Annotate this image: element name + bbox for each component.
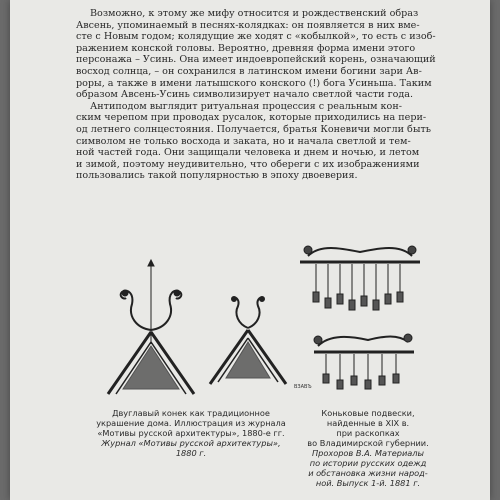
caption-source: и обстановка жизни народ- <box>308 468 428 478</box>
pendant-2-chains <box>323 354 399 389</box>
caption-line: при раскопках <box>336 428 400 438</box>
text-line: роры, а также в имени латышского конского (!) бога Усиньша. Таким <box>76 77 432 89</box>
text-line: и зимой, поэтому неудивительно, что обереги с их изображениями <box>76 158 420 170</box>
caption-line: найденные в XIX в. <box>326 418 410 428</box>
finial-tip <box>148 260 154 266</box>
caption-source: Журнал «Мотивы русской архитектуры», <box>101 438 281 448</box>
horse-pendants-illustration <box>290 234 430 414</box>
caption-source: 1880 г. <box>175 448 207 458</box>
pendant-1-body <box>308 248 412 256</box>
caption-line: украшение дома. Иллюстрация из журнала <box>96 418 286 428</box>
roof-horse-illustration <box>98 234 312 404</box>
horse-head-left-2 <box>232 297 248 328</box>
caption-line: Коньковые подвески, <box>321 408 415 418</box>
text-line: ражением конской головы. Вероятно, древняя форма имени этого <box>76 42 416 54</box>
text-line: восход солнца, – он сохранился в латинском имени богини зари Ав- <box>76 65 422 77</box>
gable-carving <box>123 346 179 389</box>
text-line: ной частей года. Они защищали человека и днем и ночью, и летом <box>76 147 420 159</box>
text-line: Антиподом выглядит ритуальная процессия с реальным кон- <box>90 100 402 112</box>
horse-head-right-2 <box>248 297 264 328</box>
pendant-2-body <box>318 337 408 347</box>
caption-line: Двуглавый конек как традиционное <box>112 408 270 418</box>
caption-source: по истории русских одежд <box>309 458 427 468</box>
text-line: Авсень, упоминаемый в песнях-колядках: он появляется в них вме- <box>76 19 420 31</box>
caption-source: Прохоров В.А. Материалы <box>312 448 424 458</box>
text-line: сте с Новым годом; колядущие же ходят с «кобылкой», то есть с изоб- <box>76 31 436 43</box>
text-line: символом не только восхода и заката, но и начала светлой и тем- <box>76 135 411 147</box>
left-figure-caption <box>86 408 296 458</box>
text-line: образом Авсень-Усинь символизирует начало светлой части года. <box>76 89 414 101</box>
body-text <box>76 8 436 182</box>
horse-head-left <box>121 291 151 330</box>
right-figure-caption <box>298 408 438 488</box>
text-line: Возможно, к этому же мифу относится и рождественский образ <box>90 8 419 19</box>
text-line: персонажа – Усинь. Она имеет индоевропейский корень, означающий <box>76 54 436 66</box>
caption-line: «Мотивы русской архитектуры», 1880-е гг. <box>97 428 285 438</box>
caption-source: ной. Выпуск 1-й. 1881 г. <box>315 478 421 488</box>
horse-head-right <box>151 291 181 330</box>
engraver-signature: ВЗАВЪ <box>294 384 312 390</box>
text-line: ским черепом при проводах русалок, которые приходились на пери- <box>76 112 427 124</box>
pendant-1-chains <box>313 264 403 310</box>
text-line: пользовались такой популярностью в эпоху двоеверия. <box>76 170 358 182</box>
caption-line: во Владимирской губернии. <box>307 438 429 448</box>
text-line: од летнего солнцестояния. Получается, братья Коневичи могли быть <box>76 123 431 135</box>
